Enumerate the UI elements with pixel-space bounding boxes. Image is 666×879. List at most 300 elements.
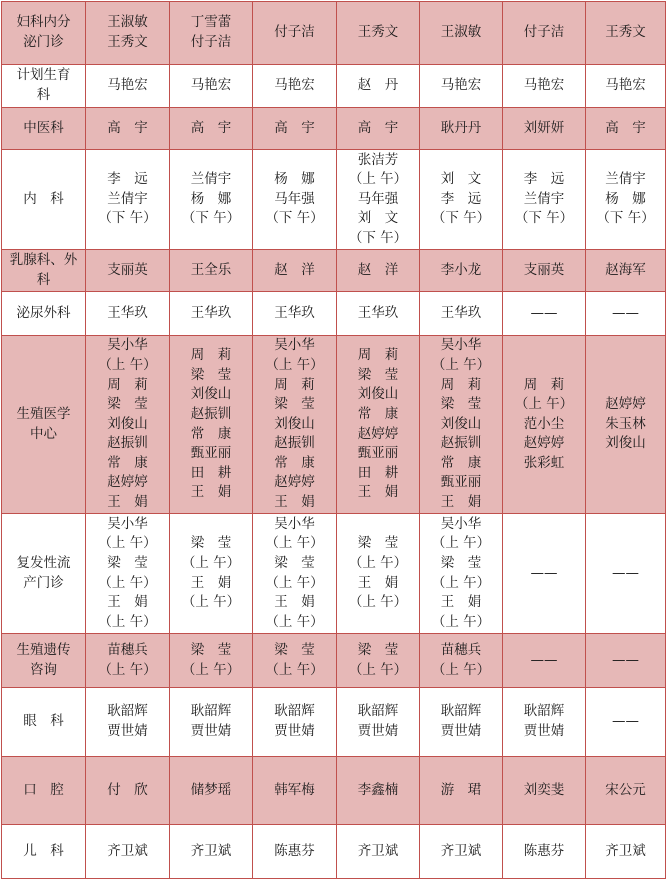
doctor-cell (586, 150, 666, 250)
cell-line: 张洁芳 (357, 151, 399, 168)
cell-line: 王秀文 (107, 34, 148, 50)
doctor-cell (503, 2, 586, 65)
cell-line: 妇科内分 (16, 14, 71, 31)
cell-line: 周 莉 (190, 347, 232, 364)
cell-line: （下 午） (98, 210, 157, 227)
cell-line: 吴小华 (274, 337, 315, 354)
cell-line: 贾世婧 (107, 723, 148, 739)
doctor-cell (503, 150, 586, 250)
department-cell (2, 150, 86, 250)
cell-line: —— (530, 564, 558, 581)
cell-line: 梁 莹 (190, 641, 232, 658)
doctor-cell (337, 336, 420, 514)
doctor-cell (253, 150, 337, 250)
cell-line: 刘俊山 (107, 415, 148, 432)
cell-line: 马年强 (274, 190, 315, 207)
cell-line: 刘 文 (357, 210, 399, 227)
cell-line: 马艳宏 (190, 77, 232, 94)
row-5 (2, 292, 666, 336)
row-3 (2, 150, 666, 250)
doctor-cell (170, 250, 253, 292)
cell-line: 王 娟 (274, 494, 315, 511)
cell-line: —— (530, 304, 558, 321)
cell-line: 赵婷婷 (274, 474, 315, 491)
department-cell (2, 65, 86, 108)
cell-line: 耿韶辉 (107, 703, 148, 720)
cell-line: 陈惠芬 (274, 842, 315, 859)
cell-line: 王 娟 (357, 484, 399, 501)
cell-line: 王全乐 (190, 261, 232, 278)
cell-line: 口 腔 (23, 781, 64, 798)
cell-line: 梁 莹 (107, 554, 148, 571)
cell-line: 乳腺科、外 (9, 251, 78, 268)
cell-line: 赵 洋 (274, 261, 315, 278)
cell-line: 眼 科 (23, 713, 64, 730)
doctor-cell (586, 688, 666, 757)
cell-line: 李 远 (523, 171, 565, 188)
cell-line: 李 远 (440, 190, 482, 207)
cell-line: 李 远 (107, 171, 148, 188)
cell-line: 付子洁 (523, 24, 565, 41)
cell-line: 马艳宏 (523, 77, 565, 94)
cell-line: 齐卫斌 (107, 842, 148, 859)
cell-line: 贾世婧 (357, 723, 399, 739)
cell-line: 赵 丹 (357, 77, 399, 94)
cell-line: 刘妍妍 (523, 119, 565, 136)
cell-line: 高 宇 (357, 119, 399, 136)
cell-line: 赵婷婷 (605, 396, 646, 413)
doctor-cell (337, 2, 420, 65)
doctor-cell (86, 514, 170, 634)
cell-line: 杨 娜 (190, 190, 232, 207)
cell-line: 王 娟 (190, 574, 232, 591)
cell-line: 王淑敏 (107, 14, 148, 31)
cell-line: 常 康 (274, 454, 315, 471)
cell-line: 赵海军 (605, 261, 646, 278)
cell-line: 兰倩宇 (107, 190, 148, 207)
doctor-cell (586, 514, 666, 634)
doctor-cell (170, 688, 253, 757)
cell-line: 耿韶辉 (357, 703, 399, 720)
cell-line: 梁 莹 (357, 641, 399, 658)
cell-line: 周 莉 (357, 347, 399, 364)
doctor-cell (337, 292, 420, 336)
cell-line: 王华玖 (440, 304, 482, 321)
doctor-cell (420, 292, 503, 336)
cell-line: （上 午） (348, 171, 408, 188)
department-cell (2, 688, 86, 757)
cell-line: 田 耕 (357, 464, 399, 481)
cell-line: （上 午） (431, 356, 491, 373)
doctor-cell (586, 292, 666, 336)
cell-line: （上 午） (265, 661, 324, 678)
doctor-cell (503, 514, 586, 634)
department-cell (2, 108, 86, 150)
cell-line: 常 康 (440, 454, 482, 471)
doctor-cell (170, 514, 253, 634)
cell-line: 周 莉 (523, 376, 565, 393)
doctor-cell (253, 336, 337, 514)
cell-line: 科 (36, 87, 51, 103)
cell-line: 刘俊山 (274, 415, 315, 432)
cell-line: （上 午） (348, 554, 408, 571)
cell-line: 兰倩宇 (605, 171, 646, 188)
schedule-body (2, 2, 666, 879)
doctor-cell (420, 2, 503, 65)
cell-line: —— (612, 713, 639, 730)
doctor-cell (420, 688, 503, 757)
cell-line: —— (612, 651, 639, 668)
cell-line: 高 宇 (605, 119, 646, 136)
cell-line: 刘 文 (440, 171, 482, 188)
doctor-cell (337, 514, 420, 634)
cell-line: 王 娟 (107, 494, 148, 511)
cell-line: 王华玖 (190, 304, 232, 321)
cell-line: 梁 莹 (274, 641, 315, 658)
row-6 (2, 336, 666, 514)
cell-line: 齐卫斌 (605, 842, 646, 859)
row-header (2, 2, 666, 65)
cell-line: 付 欣 (107, 781, 148, 798)
department-cell (2, 2, 86, 65)
doctor-cell (420, 108, 503, 150)
cell-line: （上 午） (265, 535, 324, 552)
cell-line: （上 午） (514, 396, 574, 413)
row-9 (2, 688, 666, 757)
doctor-cell (253, 825, 337, 879)
doctor-cell (337, 825, 420, 879)
cell-line: 王 娟 (107, 594, 148, 611)
cell-line: （上 午） (181, 554, 241, 571)
cell-line: 苗穗兵 (440, 641, 482, 658)
cell-line: 吴小华 (107, 337, 148, 354)
cell-line: 丁雪蕾 (190, 14, 232, 31)
doctor-cell (86, 108, 170, 150)
cell-line: 周 莉 (440, 376, 482, 393)
cell-line: 王华玖 (274, 304, 315, 321)
cell-line: （上 午） (181, 594, 241, 611)
cell-line: 马年强 (357, 190, 399, 207)
doctor-cell (503, 250, 586, 292)
doctor-cell (586, 108, 666, 150)
cell-line: （上 午） (431, 574, 491, 591)
cell-line: 计划生育 (16, 67, 71, 84)
cell-line: 梁 莹 (440, 554, 482, 571)
doctor-cell (170, 757, 253, 825)
cell-line: 内 科 (23, 190, 64, 207)
cell-line: 王 娟 (357, 574, 399, 591)
doctor-cell (337, 65, 420, 108)
cell-line: 支丽英 (523, 261, 565, 278)
cell-line: （上 午） (431, 535, 491, 552)
doctor-cell (86, 757, 170, 825)
department-cell (2, 757, 86, 825)
doctor-cell (86, 150, 170, 250)
doctor-cell (420, 65, 503, 108)
doctor-cell (337, 250, 420, 292)
doctor-cell (253, 688, 337, 757)
cell-line: 高 宇 (274, 119, 315, 136)
cell-line: 常 康 (357, 405, 399, 422)
cell-line: 耿韶辉 (190, 703, 232, 720)
cell-line: 王华玖 (107, 304, 148, 321)
cell-line: 杨 娜 (605, 190, 646, 207)
doctor-cell (86, 688, 170, 757)
doctor-cell (170, 108, 253, 150)
department-cell (2, 336, 86, 514)
doctor-cell (170, 825, 253, 879)
doctor-cell (253, 757, 337, 825)
cell-line: 吴小华 (274, 515, 315, 532)
cell-line: 周 莉 (274, 376, 315, 393)
cell-line: 甄亚丽 (190, 445, 232, 462)
cell-line: 李小龙 (440, 261, 482, 278)
doctor-cell (420, 150, 503, 250)
cell-line: 马艳宏 (107, 77, 148, 94)
department-cell (2, 514, 86, 634)
cell-line: 梁 莹 (274, 396, 315, 413)
department-cell (2, 250, 86, 292)
cell-line: （下 午） (514, 210, 574, 227)
cell-line: 王 娟 (274, 594, 315, 611)
cell-line: 赵 洋 (357, 261, 399, 278)
cell-line: 王 娟 (190, 484, 232, 501)
clinic-schedule-table (1, 1, 666, 879)
cell-line: 中心 (30, 425, 57, 442)
cell-line: 朱玉林 (605, 415, 646, 432)
cell-line: 儿 科 (23, 842, 64, 859)
cell-line: 赵振钏 (190, 405, 232, 422)
cell-line: 陈惠芬 (523, 842, 565, 859)
cell-line: 马艳宏 (440, 77, 482, 94)
doctor-cell (170, 65, 253, 108)
cell-line: 梁 莹 (107, 396, 148, 413)
row-2 (2, 108, 666, 150)
cell-line: 赵振钏 (440, 435, 482, 452)
cell-line: 梁 莹 (440, 396, 482, 413)
doctor-cell (86, 634, 170, 688)
doctor-cell (337, 634, 420, 688)
department-cell (2, 825, 86, 879)
cell-line: 李鑫楠 (357, 781, 399, 798)
cell-line: 田 耕 (190, 464, 232, 481)
cell-line: 齐卫斌 (440, 842, 482, 859)
cell-line: 吴小华 (440, 515, 482, 532)
cell-line: 中医科 (23, 119, 64, 136)
cell-line: 产门诊 (23, 574, 64, 591)
doctor-cell (253, 292, 337, 336)
doctor-cell (420, 634, 503, 688)
cell-line: 宋公元 (605, 781, 646, 798)
doctor-cell (420, 514, 503, 634)
cell-line: 科 (36, 271, 51, 288)
cell-line: （上 午） (98, 574, 157, 591)
cell-line: 王 娟 (440, 494, 482, 511)
cell-line: （下 午） (596, 210, 655, 227)
doctor-cell (420, 250, 503, 292)
cell-line: 付子洁 (190, 34, 232, 50)
cell-line: 耿韶辉 (440, 703, 482, 720)
doctor-cell (253, 108, 337, 150)
row-10 (2, 757, 666, 825)
cell-line: 梁 莹 (274, 554, 315, 571)
cell-line: 咨询 (30, 661, 57, 678)
doctor-cell (503, 757, 586, 825)
cell-line: （上 午） (98, 535, 157, 552)
doctor-cell (86, 2, 170, 65)
cell-line: 梁 莹 (190, 366, 232, 383)
doctor-cell (586, 634, 666, 688)
cell-line: 贾世婧 (523, 723, 565, 739)
cell-line: 兰倩宇 (190, 171, 232, 188)
doctor-cell (253, 2, 337, 65)
cell-line: 马艳宏 (605, 77, 646, 94)
cell-line: （上 午） (98, 613, 157, 630)
doctor-cell (337, 688, 420, 757)
cell-line: 贾世婧 (274, 723, 315, 739)
row-8 (2, 634, 666, 688)
cell-line: 贾世婧 (190, 723, 232, 739)
cell-line: 王 娟 (440, 594, 482, 611)
cell-line: （下 午） (348, 229, 408, 246)
cell-line: 刘俊山 (190, 386, 232, 403)
cell-line: 刘俊山 (440, 415, 482, 432)
cell-line: 常 康 (190, 425, 232, 442)
cell-line: 甄亚丽 (357, 445, 399, 462)
cell-line: （上 午） (265, 356, 324, 373)
cell-line: 生殖医学 (16, 405, 71, 422)
cell-line: 赵婷婷 (107, 474, 148, 491)
cell-line: 王淑敏 (440, 24, 482, 41)
cell-line: —— (612, 304, 639, 321)
cell-line: 韩军梅 (274, 781, 315, 798)
doctor-cell (170, 150, 253, 250)
cell-line: 王秀文 (605, 24, 646, 41)
doctor-cell (253, 514, 337, 634)
cell-line: （上 午） (348, 594, 408, 611)
doctor-cell (170, 336, 253, 514)
doctor-cell (337, 757, 420, 825)
cell-line: 生殖遗传 (16, 641, 71, 658)
cell-line: 付子洁 (274, 24, 315, 41)
doctor-cell (503, 336, 586, 514)
cell-line: 赵婷婷 (523, 435, 565, 452)
cell-line: 游 珺 (440, 781, 482, 798)
doctor-cell (586, 65, 666, 108)
cell-line: 范小尘 (523, 415, 565, 432)
department-cell (2, 634, 86, 688)
cell-line: 支丽英 (107, 261, 148, 278)
cell-line: 马艳宏 (274, 77, 315, 94)
cell-line: 齐卫斌 (190, 842, 232, 859)
doctor-cell (503, 688, 586, 757)
cell-line: （下 午） (431, 210, 491, 227)
cell-line: （上 午） (348, 661, 408, 678)
doctor-cell (170, 292, 253, 336)
doctor-cell (503, 634, 586, 688)
cell-line: 周 莉 (107, 376, 148, 393)
row-1 (2, 65, 666, 108)
cell-line: 梁 莹 (357, 535, 399, 552)
doctor-cell (586, 336, 666, 514)
cell-line: 复发性流 (16, 554, 71, 571)
cell-line: 兰倩宇 (523, 190, 565, 207)
cell-line: —— (612, 564, 639, 581)
cell-line: 刘俊山 (357, 386, 399, 403)
doctor-cell (586, 2, 666, 65)
cell-line: （上 午） (265, 574, 324, 591)
doctor-cell (420, 825, 503, 879)
cell-line: 赵婷婷 (357, 425, 399, 442)
cell-line: 耿丹丹 (440, 119, 482, 136)
cell-line: 甄亚丽 (440, 474, 482, 491)
doctor-cell (86, 825, 170, 879)
cell-line: 耿韶辉 (274, 703, 315, 720)
cell-line: 齐卫斌 (357, 842, 399, 859)
cell-line: （上 午） (98, 356, 157, 373)
cell-line: （上 午） (265, 613, 324, 630)
doctor-cell (503, 65, 586, 108)
cell-line: （下 午） (181, 210, 241, 227)
cell-line: 泌门诊 (23, 34, 64, 50)
cell-line: 杨 娜 (274, 171, 315, 188)
cell-line: 贾世婧 (440, 723, 482, 739)
row-7 (2, 514, 666, 634)
doctor-cell (586, 757, 666, 825)
doctor-cell (586, 250, 666, 292)
cell-line: 张彩虹 (523, 454, 565, 471)
cell-line: 王秀文 (357, 24, 399, 41)
doctor-cell (420, 336, 503, 514)
cell-line: 吴小华 (107, 515, 148, 532)
department-cell (2, 292, 86, 336)
cell-line: 刘奕斐 (523, 781, 565, 798)
doctor-cell (337, 150, 420, 250)
cell-line: 梁 莹 (357, 366, 399, 383)
cell-line: 苗穗兵 (107, 641, 148, 658)
cell-line: （上 午） (431, 613, 491, 630)
doctor-cell (253, 250, 337, 292)
doctor-cell (86, 336, 170, 514)
doctor-cell (253, 65, 337, 108)
cell-line: 赵振钏 (274, 435, 315, 452)
cell-line: （上 午） (98, 661, 157, 678)
cell-line: 刘俊山 (605, 435, 646, 452)
cell-line: 耿韶辉 (523, 703, 565, 720)
doctor-cell (503, 825, 586, 879)
doctor-cell (170, 2, 253, 65)
cell-line: （上 午） (431, 661, 491, 678)
cell-line: 高 宇 (107, 119, 148, 136)
cell-line: 储梦瑶 (190, 781, 232, 798)
doctor-cell (86, 250, 170, 292)
cell-line: （下 午） (265, 210, 324, 227)
doctor-cell (253, 634, 337, 688)
doctor-cell (170, 634, 253, 688)
doctor-cell (503, 108, 586, 150)
doctor-cell (337, 108, 420, 150)
cell-line: 高 宇 (190, 119, 232, 136)
doctor-cell (86, 292, 170, 336)
cell-line: —— (530, 651, 558, 668)
cell-line: 赵振钏 (107, 435, 148, 452)
cell-line: 王华玖 (357, 304, 399, 321)
cell-line: （上 午） (181, 661, 241, 678)
doctor-cell (86, 65, 170, 108)
cell-line: 梁 莹 (190, 535, 232, 552)
doctor-cell (420, 757, 503, 825)
row-11 (2, 825, 666, 879)
